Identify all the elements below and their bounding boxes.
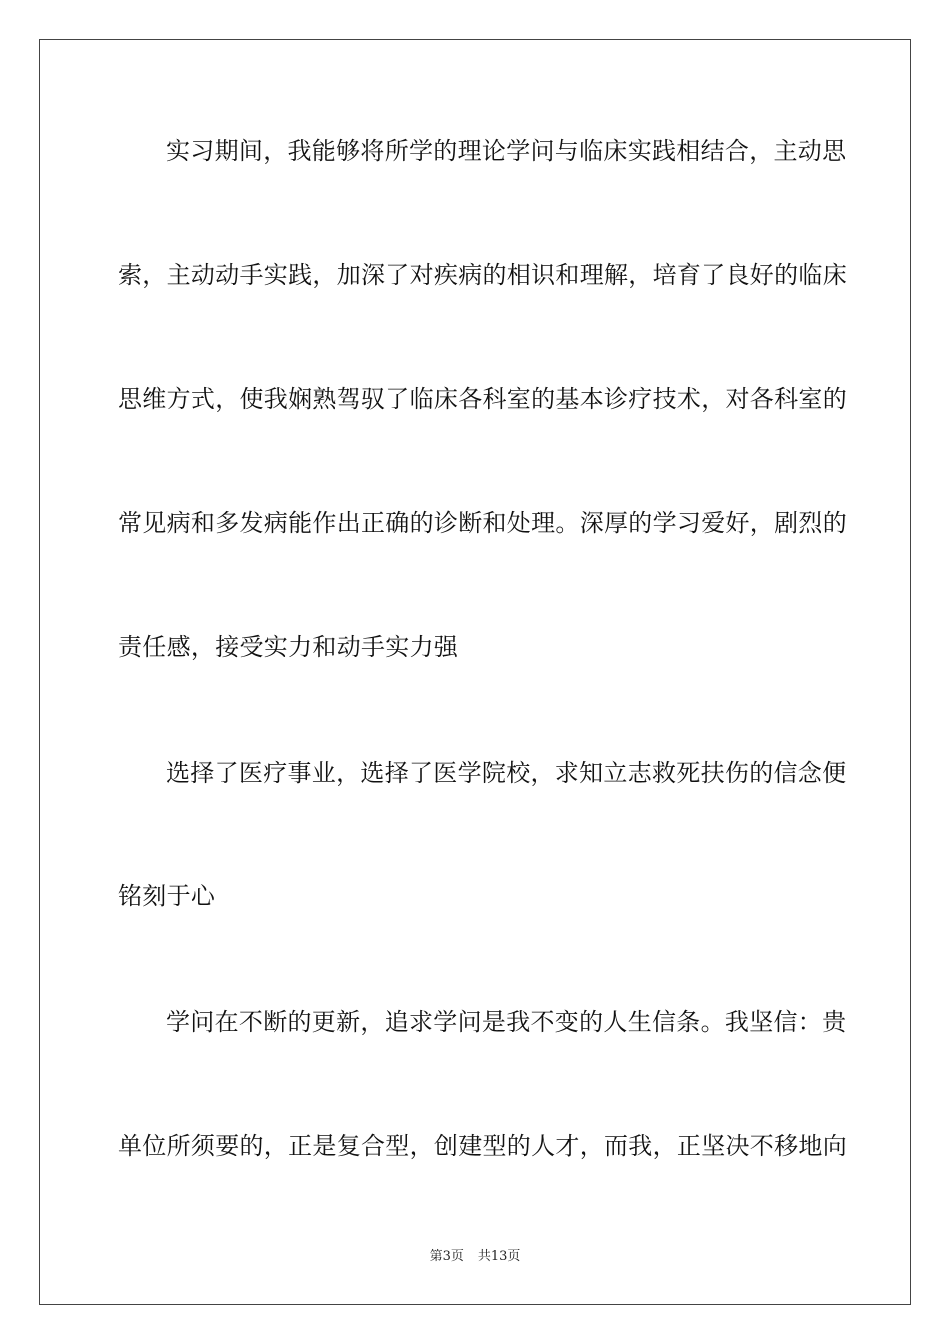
paragraph-line: 铭刻于心: [118, 882, 216, 910]
paragraph-line: 索，主动动手实践，加深了对疾病的相识和理解，培育了良好的临床: [118, 261, 847, 289]
paragraph-line: 思维方式，使我娴熟驾驭了临床各科室的基本诊疗技术，对各科室的: [118, 385, 847, 413]
paragraph-line: 选择了医疗事业，选择了医学院校，求知立志救死扶伤的信念便: [166, 759, 847, 787]
page-border: [39, 39, 911, 1305]
paragraph-line: 单位所须要的，正是复合型，创建型的人才，而我，正坚决不移地向: [118, 1132, 847, 1160]
page-total: 共13页: [477, 1249, 521, 1264]
paragraph-line: 常见病和多发病能作出正确的诊断和处理。深厚的学习爱好，剧烈的: [118, 509, 847, 537]
paragraph-line: 实习期间，我能够将所学的理论学问与临床实践相结合，主动思: [166, 137, 847, 165]
paragraph-line: 学问在不断的更新，追求学问是我不变的人生信条。我坚信：贵: [166, 1008, 847, 1036]
paragraph-line: 责任感，接受实力和动手实力强: [118, 633, 459, 661]
page-number: 第3页: [429, 1249, 464, 1264]
page-footer: [0, 1248, 950, 1266]
